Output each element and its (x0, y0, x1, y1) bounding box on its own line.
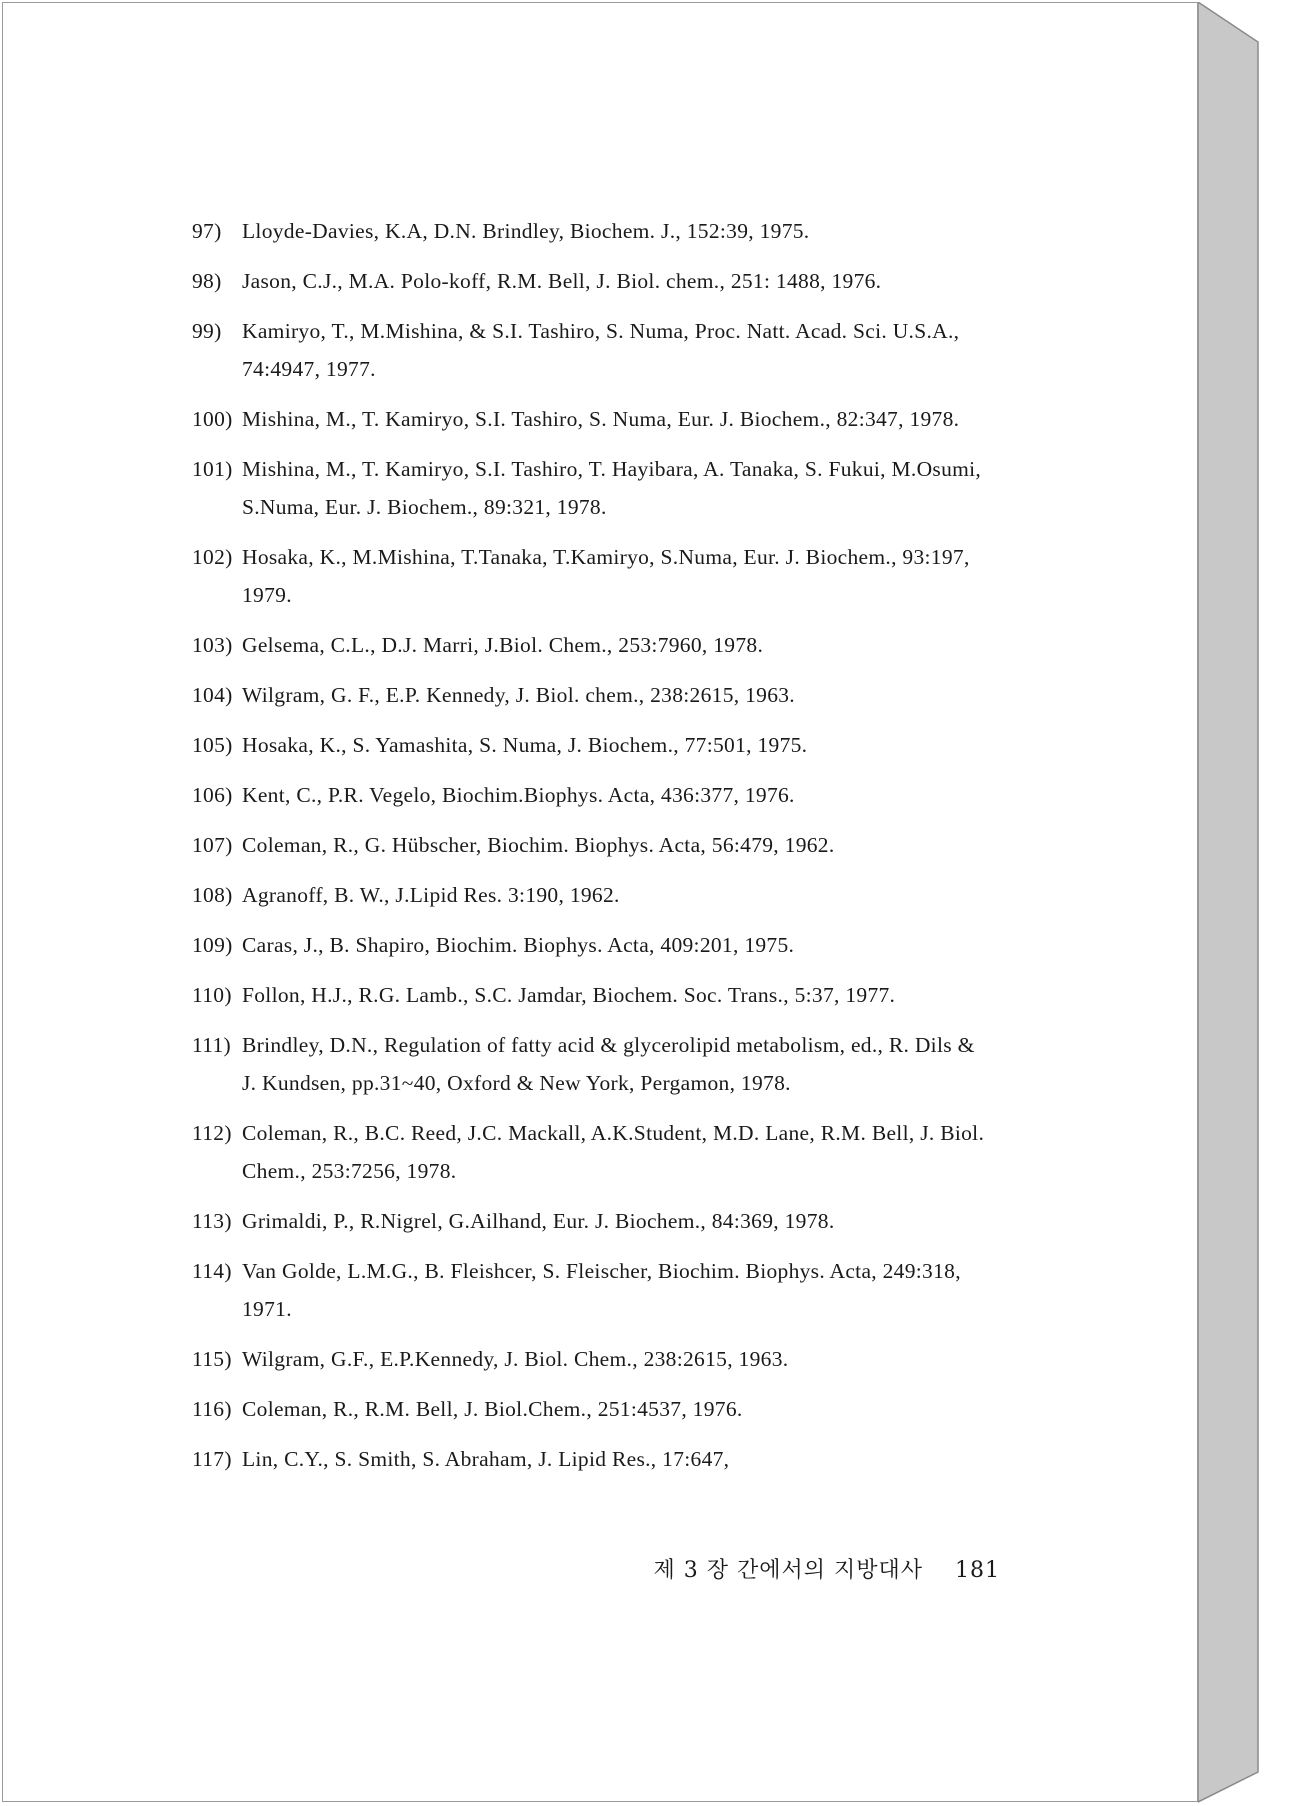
reference-text: Lin, C.Y., S. Smith, S. Abraham, J. Lipid Res., 17:647, (242, 1447, 730, 1471)
reference-item (192, 1252, 992, 1328)
reference-item (192, 876, 992, 914)
reference-item (192, 1390, 992, 1428)
reference-number: 117) (192, 1447, 232, 1471)
reference-text: Hosaka, K., S. Yamashita, S. Numa, J. Biochem., 77:501, 1975. (242, 733, 808, 757)
reference-number: 106) (192, 783, 233, 807)
reference-number: 97) (192, 219, 222, 243)
reference-number: 104) (192, 683, 233, 707)
reference-text: Jason, C.J., M.A. Polo-koff, R.M. Bell, J. Biol. chem., 251: 1488, 1976. (242, 269, 882, 293)
reference-item (192, 726, 992, 764)
reference-item (192, 1114, 992, 1190)
reference-item (192, 976, 992, 1014)
reference-text: Caras, J., B. Shapiro, Biochim. Biophys. Acta, 409:201, 1975. (242, 933, 795, 957)
reference-number: 108) (192, 883, 233, 907)
reference-text: Coleman, R., G. Hübscher, Biochim. Biophys. Acta, 56:479, 1962. (242, 833, 835, 857)
reference-number: 115) (192, 1347, 232, 1371)
reference-number: 114) (192, 1259, 232, 1283)
reference-item (192, 1202, 992, 1240)
reference-item (192, 212, 992, 250)
page-footer (600, 1553, 1000, 1584)
reference-item (192, 1026, 992, 1102)
reference-number: 113) (192, 1209, 232, 1233)
reference-number: 100) (192, 407, 233, 431)
page-number: 181 (955, 1558, 1000, 1583)
reference-text: Lloyde-Davies, K.A, D.N. Brindley, Biochem. J., 152:39, 1975. (242, 219, 810, 243)
reference-item (192, 776, 992, 814)
reference-text: Coleman, R., R.M. Bell, J. Biol.Chem., 251:4537, 1976. (242, 1397, 743, 1421)
reference-item (192, 538, 992, 614)
reference-text: Coleman, R., B.C. Reed, J.C. Mackall, A.K.Student, M.D. Lane, R.M. Bell, J. Biol. Chem., 253:7256, 1978. (242, 1121, 985, 1183)
reference-text: Grimaldi, P., R.Nigrel, G.Ailhand, Eur. J. Biochem., 84:369, 1978. (242, 1209, 835, 1233)
reference-number: 109) (192, 933, 233, 957)
page-edge-shadow (1198, 2, 1296, 1804)
reference-number: 110) (192, 983, 232, 1007)
reference-item (192, 1340, 992, 1378)
reference-number: 112) (192, 1121, 232, 1145)
reference-item (192, 400, 992, 438)
reference-number: 101) (192, 457, 233, 481)
reference-text: Kent, C., P.R. Vegelo, Biochim.Biophys. Acta, 436:377, 1976. (242, 783, 795, 807)
reference-item (192, 626, 992, 664)
reference-text: Agranoff, B. W., J.Lipid Res. 3:190, 1962. (242, 883, 620, 907)
reference-item (192, 826, 992, 864)
reference-item (192, 262, 992, 300)
reference-number: 103) (192, 633, 233, 657)
reference-text: Follon, H.J., R.G. Lamb., S.C. Jamdar, Biochem. Soc. Trans., 5:37, 1977. (242, 983, 896, 1007)
reference-text: Hosaka, K., M.Mishina, T.Tanaka, T.Kamiryo, S.Numa, Eur. J. Biochem., 93:197, 1979. (242, 545, 970, 607)
reference-text: Mishina, M., T. Kamiryo, S.I. Tashiro, T. Hayibara, A. Tanaka, S. Fukui, M.Osumi, S.Numa, Eur. J. Biochem., 89:321, 1978. (242, 457, 982, 519)
reference-number: 99) (192, 319, 222, 343)
reference-text: Brindley, D.N., Regulation of fatty acid & glycerolipid metabolism, ed., R. Dils & J. Kundsen, pp.31~40, Oxford & New York, Pergamon, 1978. (242, 1033, 975, 1095)
reference-item (192, 450, 992, 526)
reference-item (192, 926, 992, 964)
reference-number: 116) (192, 1397, 232, 1421)
reference-number: 111) (192, 1033, 232, 1057)
reference-text: Wilgram, G.F., E.P.Kennedy, J. Biol. Chem., 238:2615, 1963. (242, 1347, 789, 1371)
reference-item (192, 312, 992, 388)
reference-text: Van Golde, L.M.G., B. Fleishcer, S. Fleischer, Biochim. Biophys. Acta, 249:318, 1971. (242, 1259, 961, 1321)
reference-text: Gelsema, C.L., D.J. Marri, J.Biol. Chem., 253:7960, 1978. (242, 633, 764, 657)
reference-text: Mishina, M., T. Kamiryo, S.I. Tashiro, S. Numa, Eur. J. Biochem., 82:347, 1978. (242, 407, 960, 431)
reference-number: 107) (192, 833, 233, 857)
reference-list (192, 212, 992, 1490)
chapter-title: 제 3 장 간에서의 지방대사 (653, 1558, 924, 1583)
reference-text: Wilgram, G. F., E.P. Kennedy, J. Biol. chem., 238:2615, 1963. (242, 683, 795, 707)
reference-number: 102) (192, 545, 233, 569)
reference-number: 105) (192, 733, 233, 757)
reference-text: Kamiryo, T., M.Mishina, & S.I. Tashiro, S. Numa, Proc. Natt. Acad. Sci. U.S.A., 74:4947, 1977. (242, 319, 960, 381)
reference-number: 98) (192, 269, 222, 293)
reference-item (192, 1440, 992, 1478)
reference-item (192, 676, 992, 714)
